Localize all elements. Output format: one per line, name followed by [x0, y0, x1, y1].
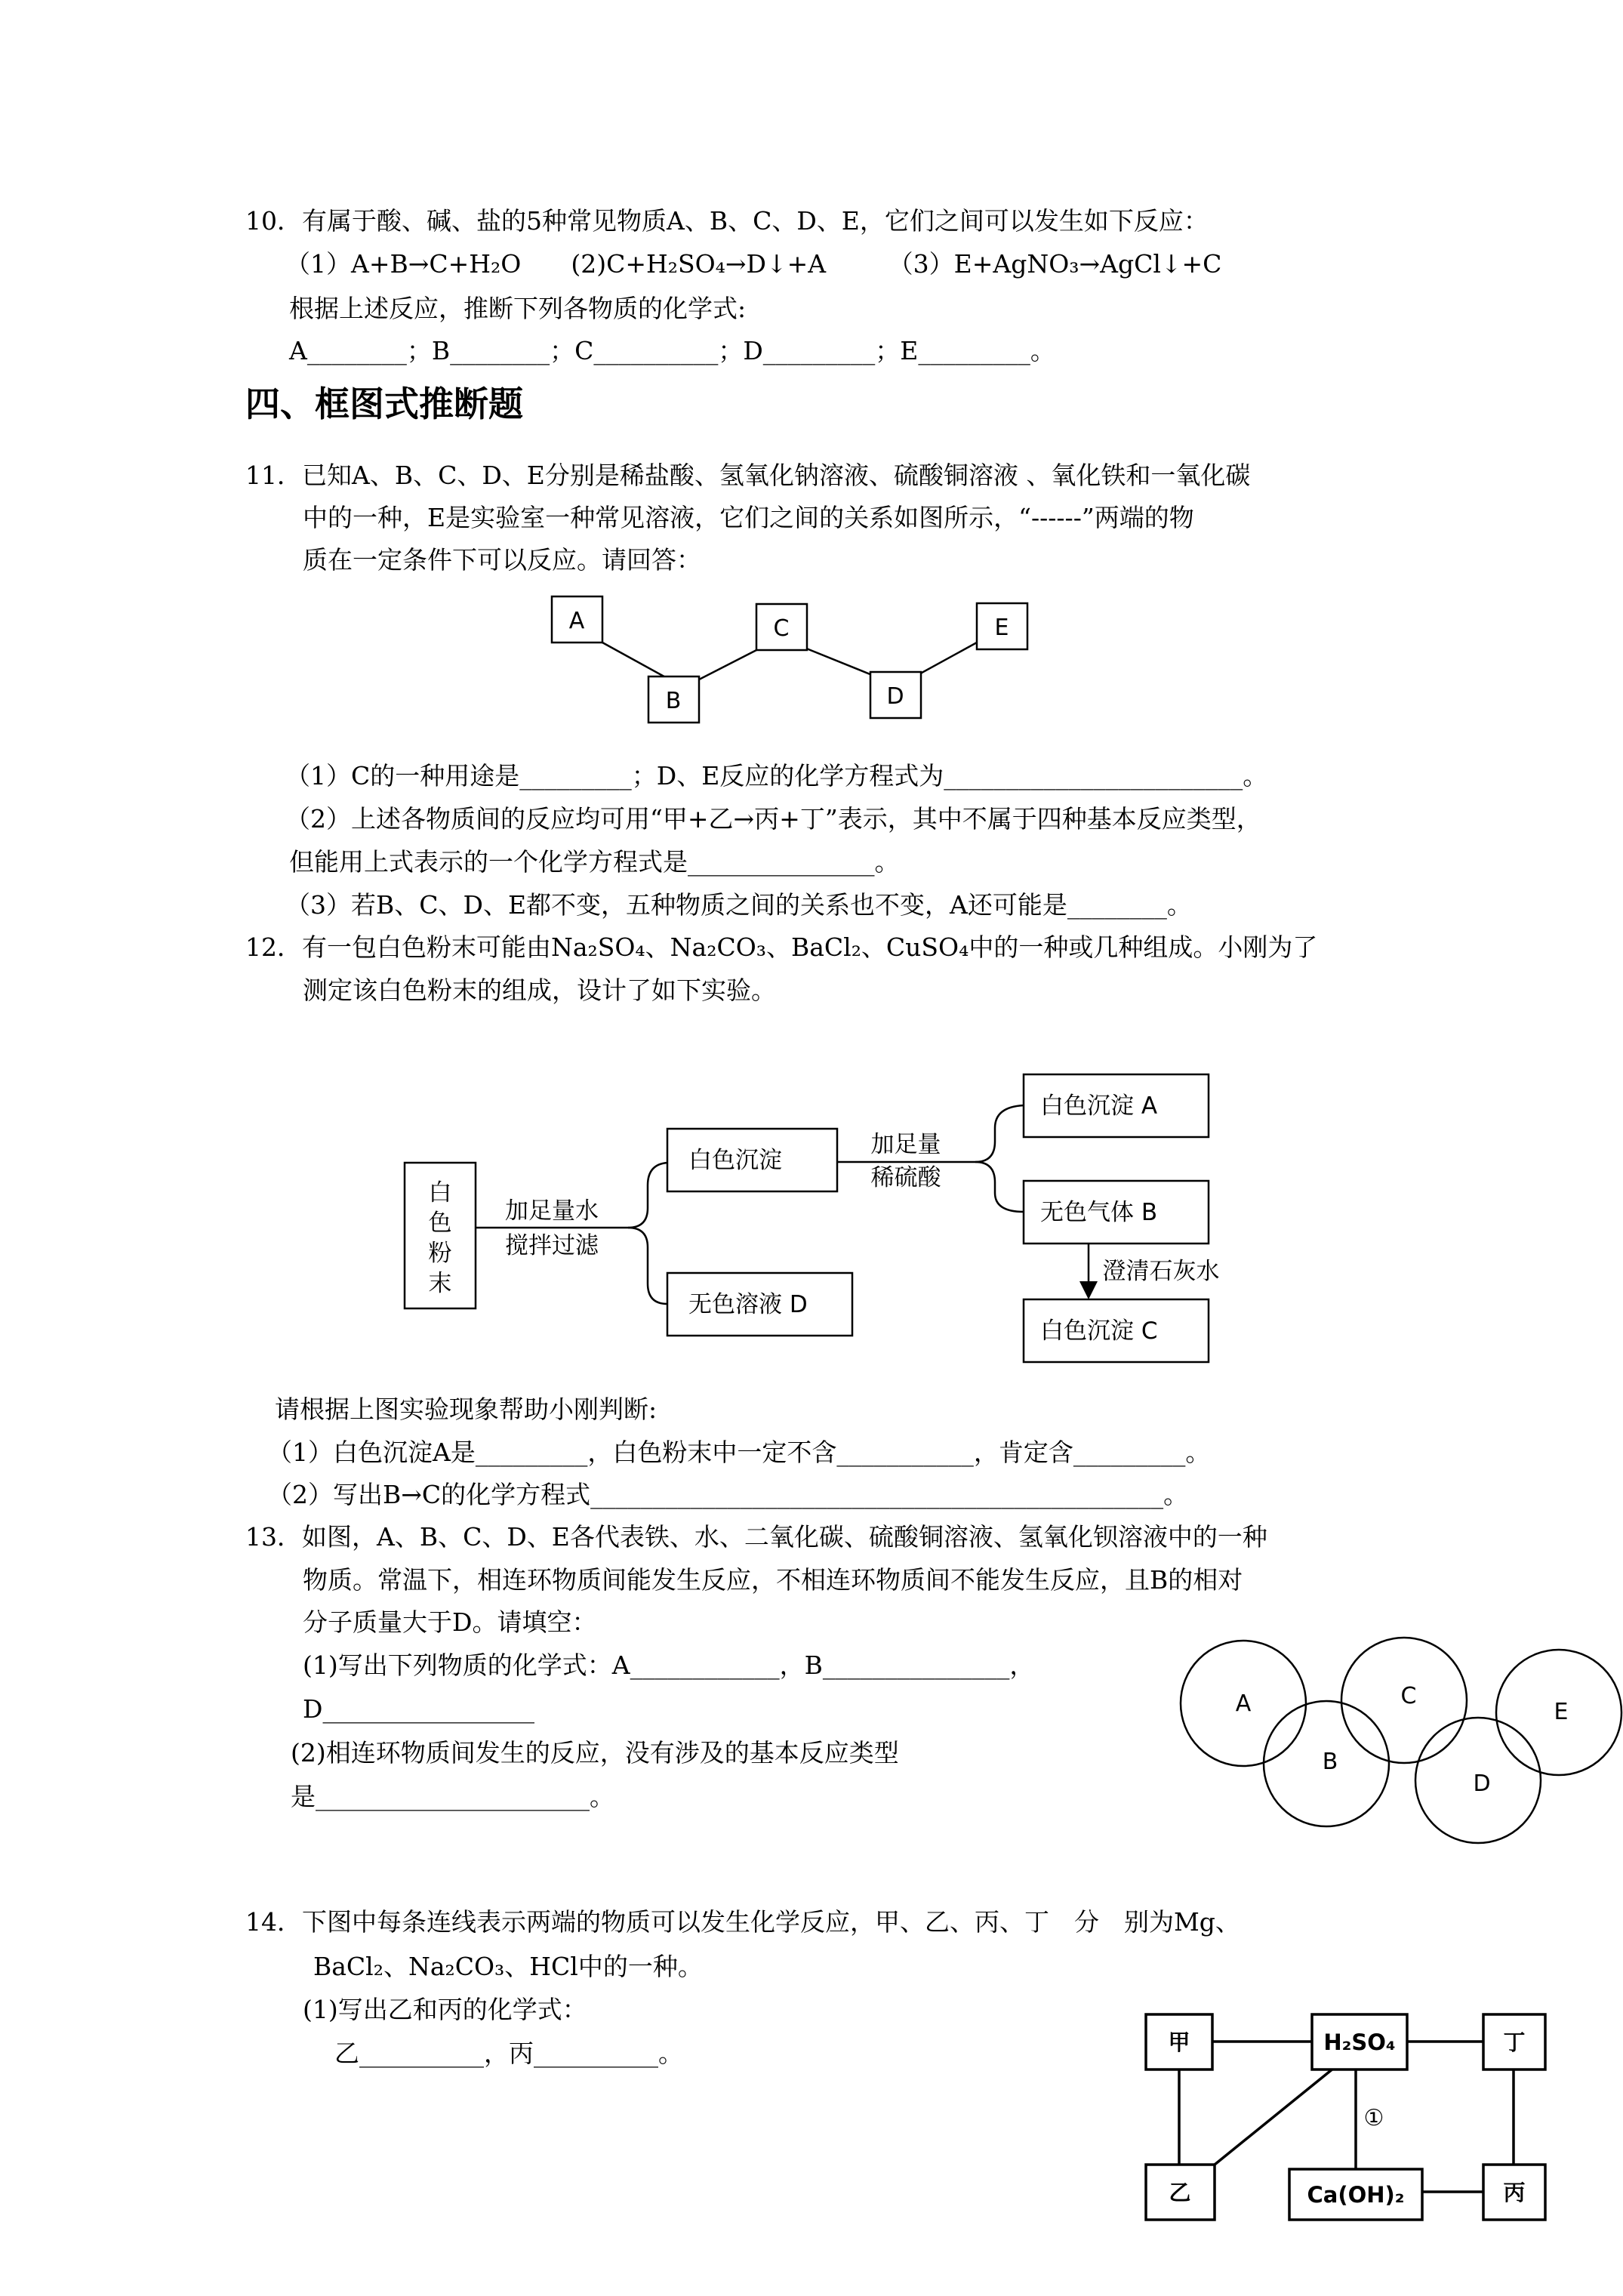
q12-step1-bottom: 搅拌过滤	[505, 1232, 599, 1259]
q10-stem: 10．有属于酸、碱、盐的5种常见物质A、B、C、D、E，它们之间可以发生如下反应：	[245, 206, 1209, 236]
q11-label-a: A	[568, 608, 585, 634]
q12-step2-top: 加足量	[870, 1131, 941, 1158]
q12-step3: 澄清石灰水	[1102, 1258, 1220, 1285]
q14-label-bing: 丙	[1503, 2180, 1526, 2205]
q12-precipitate: 白色沉淀	[688, 1147, 782, 1174]
q12-start-char-1: 白	[428, 1179, 452, 1207]
q12-precipitate-c: 白色沉淀 C	[1040, 1318, 1158, 1345]
q13-sub1-line1: (1)写出下列物质的化学式：A____________，B_______________，	[303, 1650, 1035, 1680]
q13-sub2-line1: (2)相连环物质间发生的反应，没有涉及的基本反应类型	[291, 1738, 899, 1767]
q11-stem-line2: 中的一种，E是实验室一种常见溶液，它们之间的关系如图所示，“------”两端的物	[303, 503, 1194, 532]
q13-sub2-line2: 是______________________。	[291, 1782, 614, 1811]
q11-sub1: （1）C的一种用途是_________；D、E反应的化学方程式为________________________。	[285, 761, 1268, 791]
q11-label-e: E	[994, 615, 1009, 641]
q11-label-c: C	[773, 615, 790, 642]
q13-label-b: B	[1322, 1749, 1338, 1775]
section-title: 四、框图式推断题	[245, 384, 523, 424]
q14-label-caoh2: Ca(OH)₂	[1307, 2182, 1405, 2208]
q14-sub1-blanks: 乙__________，丙__________。	[334, 2039, 683, 2068]
q10-instruction: 根据上述反应，推断下列各物质的化学式:	[289, 294, 747, 323]
q14-stem-line2: BaCl₂、Na₂CO₃、HCl中的一种。	[313, 1952, 703, 1981]
q11-sub2-line2: 但能用上式表示的一个化学方程式是_______________。	[289, 847, 900, 877]
q12-prompt: 请根据上图实验现象帮助小刚判断:	[275, 1395, 658, 1424]
q12-start-char-2: 色	[428, 1210, 452, 1237]
q13-label-a: A	[1235, 1690, 1252, 1717]
q13-label-e: E	[1554, 1699, 1569, 1725]
q14-label-yi: 乙	[1169, 2180, 1191, 2205]
q14-sub1: (1)写出乙和丙的化学式：	[303, 1995, 587, 2024]
q12-gas-b: 无色气体 B	[1040, 1199, 1158, 1226]
q13-sub1-line2: D_________________	[303, 1694, 534, 1724]
q11-stem-line1: 11．已知A、B、C、D、E分别是稀盐酸、氢氧化钠溶液、硫酸铜溶液 、氧化铁和一氧化碳	[245, 461, 1251, 490]
q12-sub1: （1）白色沉淀A是_________，白色粉末中一定不含___________，肯定含_________。	[267, 1438, 1211, 1467]
q12-step2-bottom: 稀硫酸	[870, 1164, 941, 1191]
q12-start-char-3: 粉	[428, 1240, 452, 1267]
q14-label-jia: 甲	[1168, 2029, 1190, 2055]
q11-sub2-line1: （2）上述各物质间的反应均可用“甲+乙→丙+丁”表示，其中不属于四种基本反应类型，	[285, 804, 1261, 834]
q12-step1-top: 加足量水	[505, 1197, 599, 1225]
q10-blanks: A________；B________；C__________；D_________；E_________。	[289, 336, 1055, 365]
q11-label-b: B	[665, 688, 682, 714]
q13-label-d: D	[1473, 1771, 1491, 1797]
q12-stem-line2: 测定该白色粉末的组成，设计了如下实验。	[303, 975, 776, 1005]
q11-label-d: D	[886, 683, 904, 710]
q13-stem-line3: 分子质量大于D。请填空：	[303, 1607, 597, 1637]
q14-mark-1: ①	[1363, 2105, 1384, 2131]
q13-stem-line2: 物质。常温下，相连环物质间能发生反应，不相连环物质间不能发生反应，且B的相对	[303, 1565, 1243, 1595]
q12-stem-line1: 12．有一包白色粉末可能由Na₂SO₄、Na₂CO₃、BaCl₂、CuSO₄中的一种或几种组成。小刚为了	[245, 932, 1318, 962]
q12-precipitate-a: 白色沉淀 A	[1040, 1093, 1158, 1120]
q12-start-char-4: 末	[428, 1270, 452, 1297]
q12-sub2: （2）写出B→C的化学方程式______________________________________________。	[267, 1480, 1189, 1509]
q11-sub3: （3）若B、C、D、E都不变，五种物质之间的关系也不变，A还可能是________。	[285, 890, 1192, 920]
q12-solution-d: 无色溶液 D	[688, 1291, 808, 1318]
q13-stem-line1: 13．如图，A、B、C、D、E各代表铁、水、二氧化碳、硫酸铜溶液、氢氧化钡溶液中的一种	[245, 1522, 1267, 1552]
q14-label-ding: 丁	[1503, 2029, 1526, 2055]
q11-stem-line3: 质在一定条件下可以反应。请回答：	[303, 545, 701, 575]
q13-label-c: C	[1400, 1683, 1417, 1709]
q10-reactions: （1）A+B→C+H₂O (2)C+H₂SO₄→D↓+A （3）E+AgNO₃→AgCl↓+C	[285, 249, 1222, 279]
q14-stem-line1: 14．下图中每条连线表示两端的物质可以发生化学反应，甲、乙、丙、丁 分 别为Mg、	[245, 1907, 1240, 1937]
q14-label-h2so4: H₂SO₄	[1323, 2029, 1396, 2055]
